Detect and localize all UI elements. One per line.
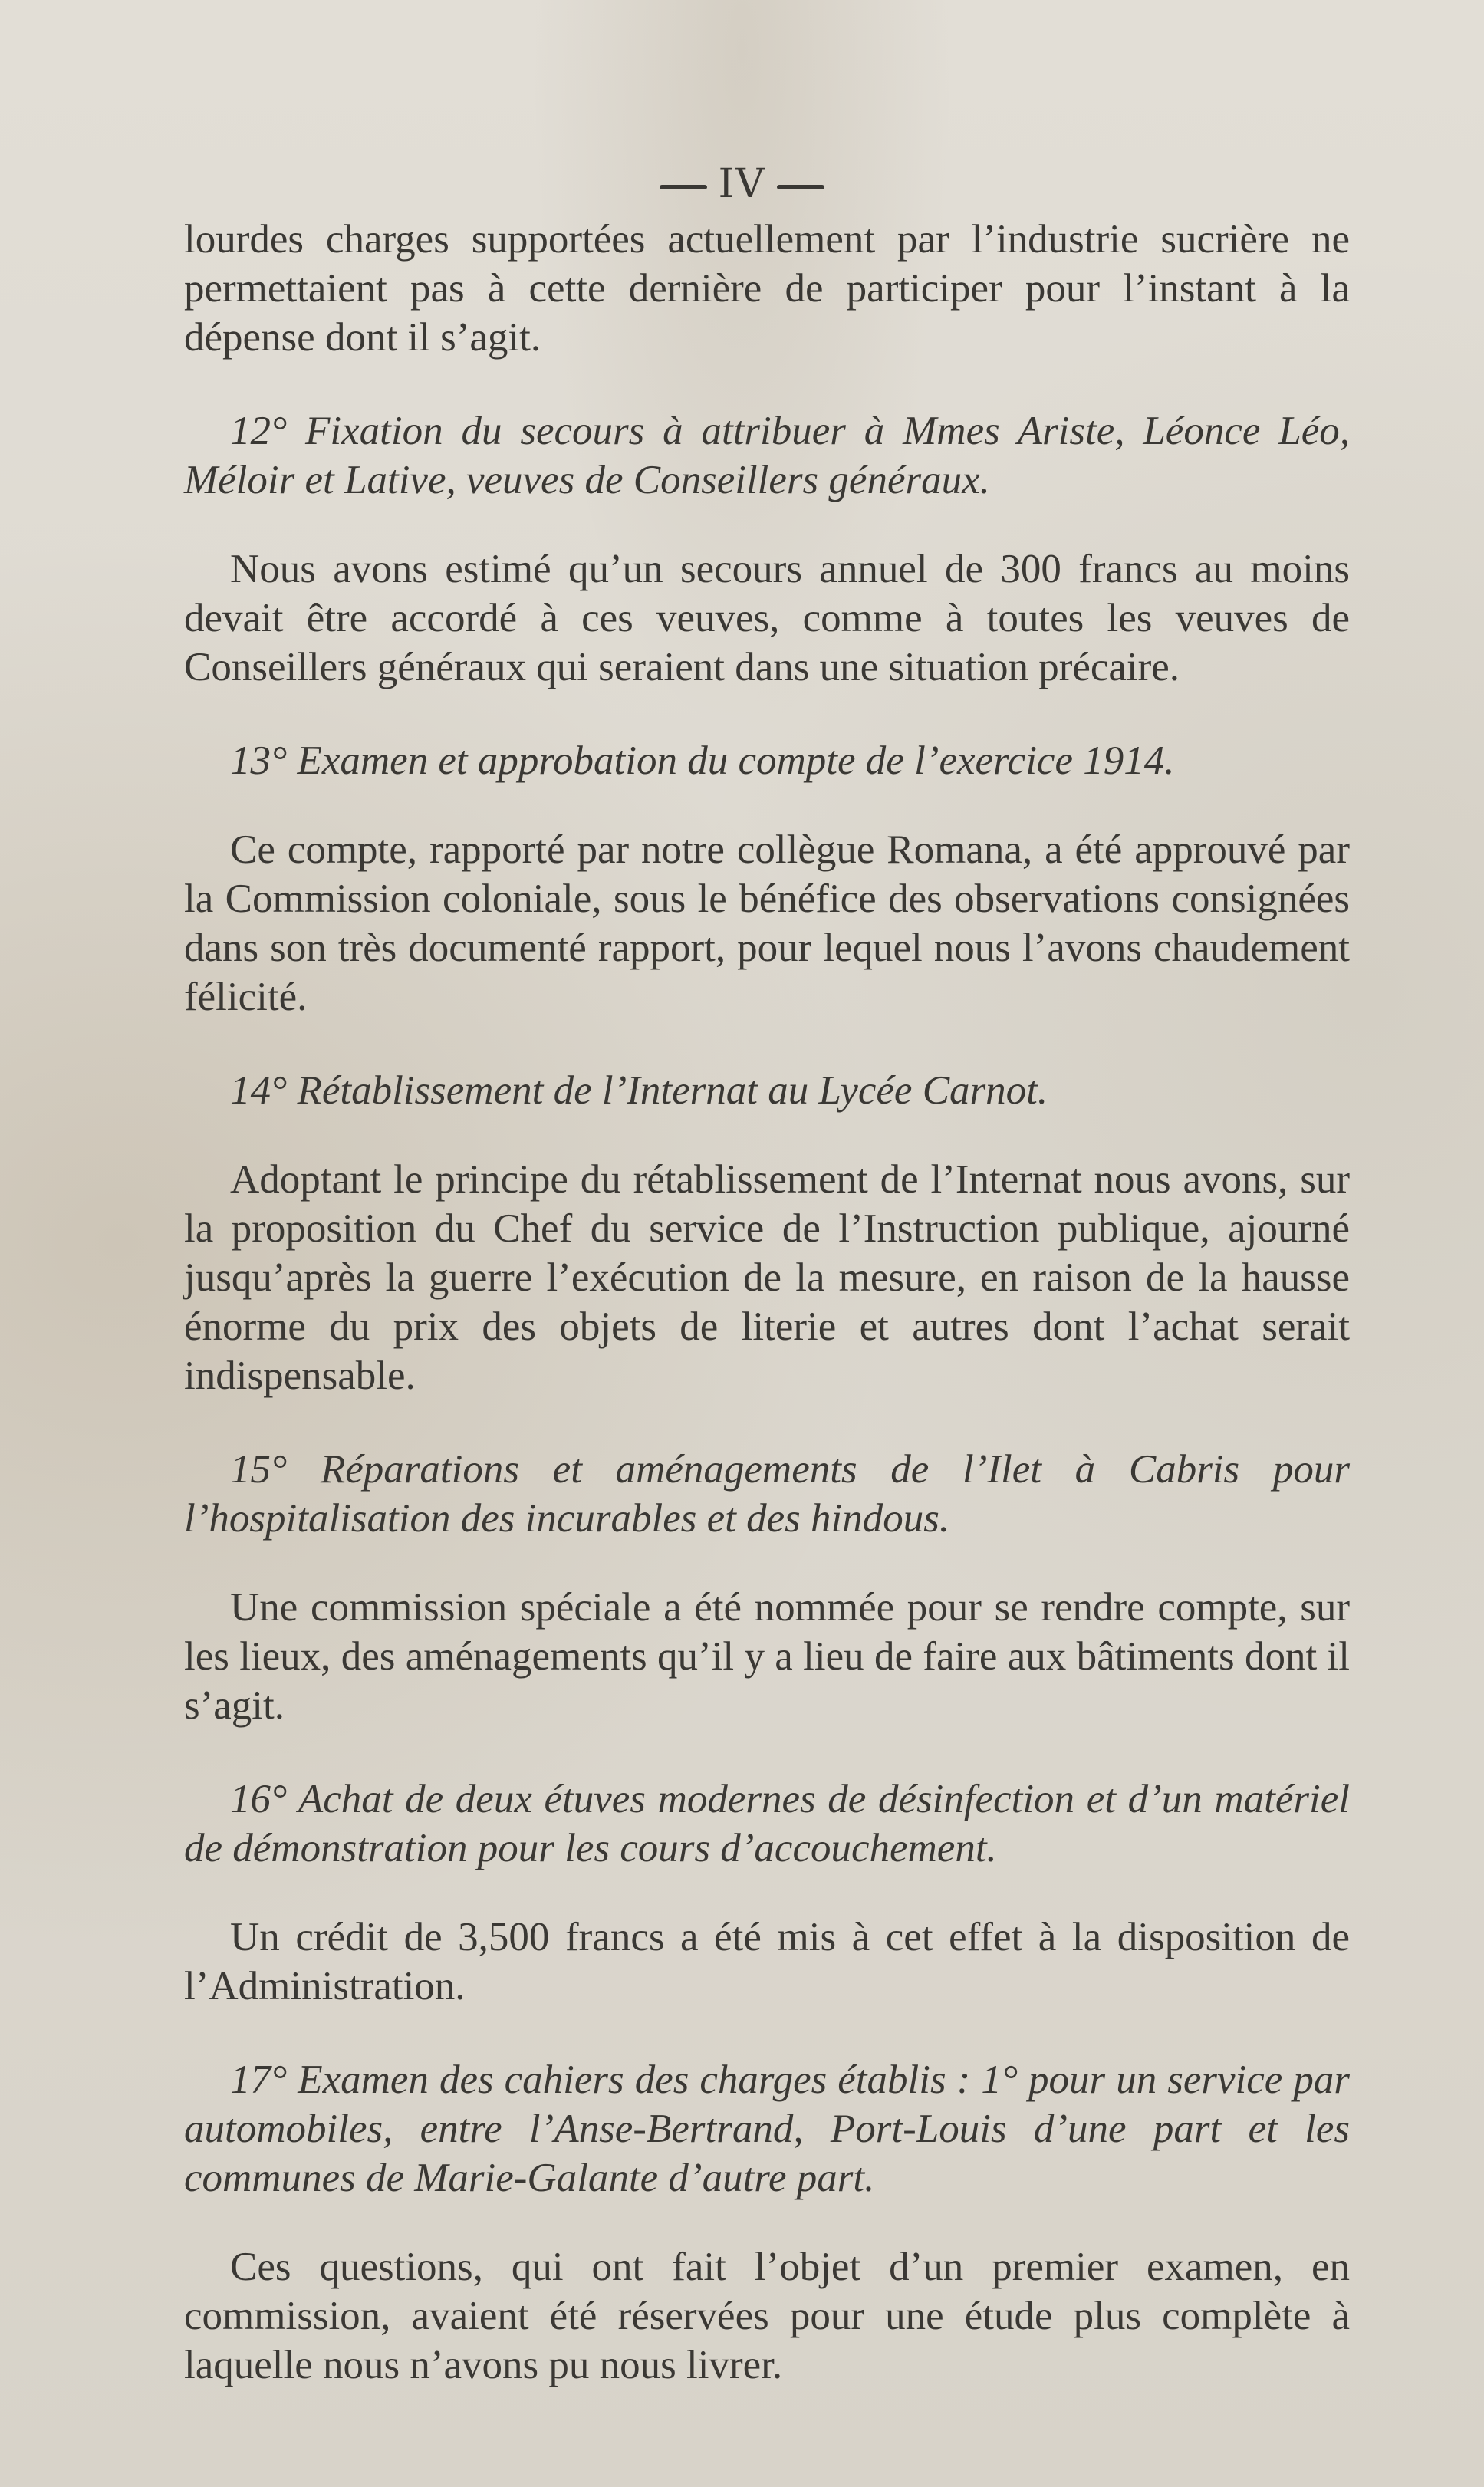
item-body-12: Nous avons estimé qu’un secours annuel de 300 francs au moins devait être accordé à ces veuves, comme à toutes les veuves de Conseillers généraux qui seraient dans une situation précaire. (184, 547, 1350, 689)
header-dash-left (660, 185, 707, 189)
item-body-15: Une commission spéciale a été nommée pour se rendre compte, sur les lieux, des aménagements qu’il y a lieu de faire aux bâtiments dont il s’agit. (184, 1585, 1350, 1728)
item-body-16: Un crédit de 3,500 francs a été mis à cet effet à la disposition de l’Administration. (184, 1915, 1350, 2008)
page-number: IV (718, 161, 766, 207)
page-header (0, 161, 1484, 207)
continuation-paragraph: lourdes charges supportées actuellement par l’industrie sucrière ne permettaient pas à cette dernière de participer pour l’instant à la dépense dont il s’agit. (184, 217, 1350, 360)
item-heading-13: 13° Examen et approbation du compte de l’exercice 1914. (230, 739, 1175, 783)
item-heading-17: 17° Examen des cahiers des charges établis : 1° pour un service par automobiles, entre l’Anse-Bertrand, Port-Louis d’une part et les communes de Marie-Galante d’autre part. (184, 2058, 1350, 2200)
body-text (184, 215, 1350, 2390)
item-body-14: Adoptant le principe du rétablissement de l’Internat nous avons, sur la proposition du Chef du service de l’Instruction publique, ajourné jusqu’après la guerre l’exécution de la mesure, en raison de la hausse énorme du prix des objets de literie et autres dont l’achat serait indispensable. (184, 1157, 1350, 1398)
item-heading-16: 16° Achat de deux étuves modernes de désinfection et d’un matériel de démonstration pour les cours d’accouchement. (184, 1777, 1350, 1870)
item-body-13: Ce compte, rapporté par notre collègue Romana, a été approuvé par la Commission coloniale, sous le bénéfice des observations consignées dans son très documenté rapport, pour lequel nous l’avons chaudement félicité. (184, 827, 1350, 1019)
item-heading-15: 15° Réparations et aménagements de l’Ilet à Cabris pour l’hospitalisation des incurables et des hindous. (184, 1447, 1350, 1541)
header-dash-right (777, 185, 824, 189)
item-heading-12: 12° Fixation du secours à attribuer à Mmes Ariste, Léonce Léo, Méloir et Lative, veuves de Conseillers généraux. (184, 409, 1350, 502)
item-heading-14: 14° Rétablissement de l’Internat au Lycée Carnot. (230, 1068, 1048, 1113)
item-body-17: Ces questions, qui ont fait l’objet d’un premier examen, en commission, avaient été réservées pour une étude plus complète à laquelle nous n’avons pu nous livrer. (184, 2245, 1350, 2387)
